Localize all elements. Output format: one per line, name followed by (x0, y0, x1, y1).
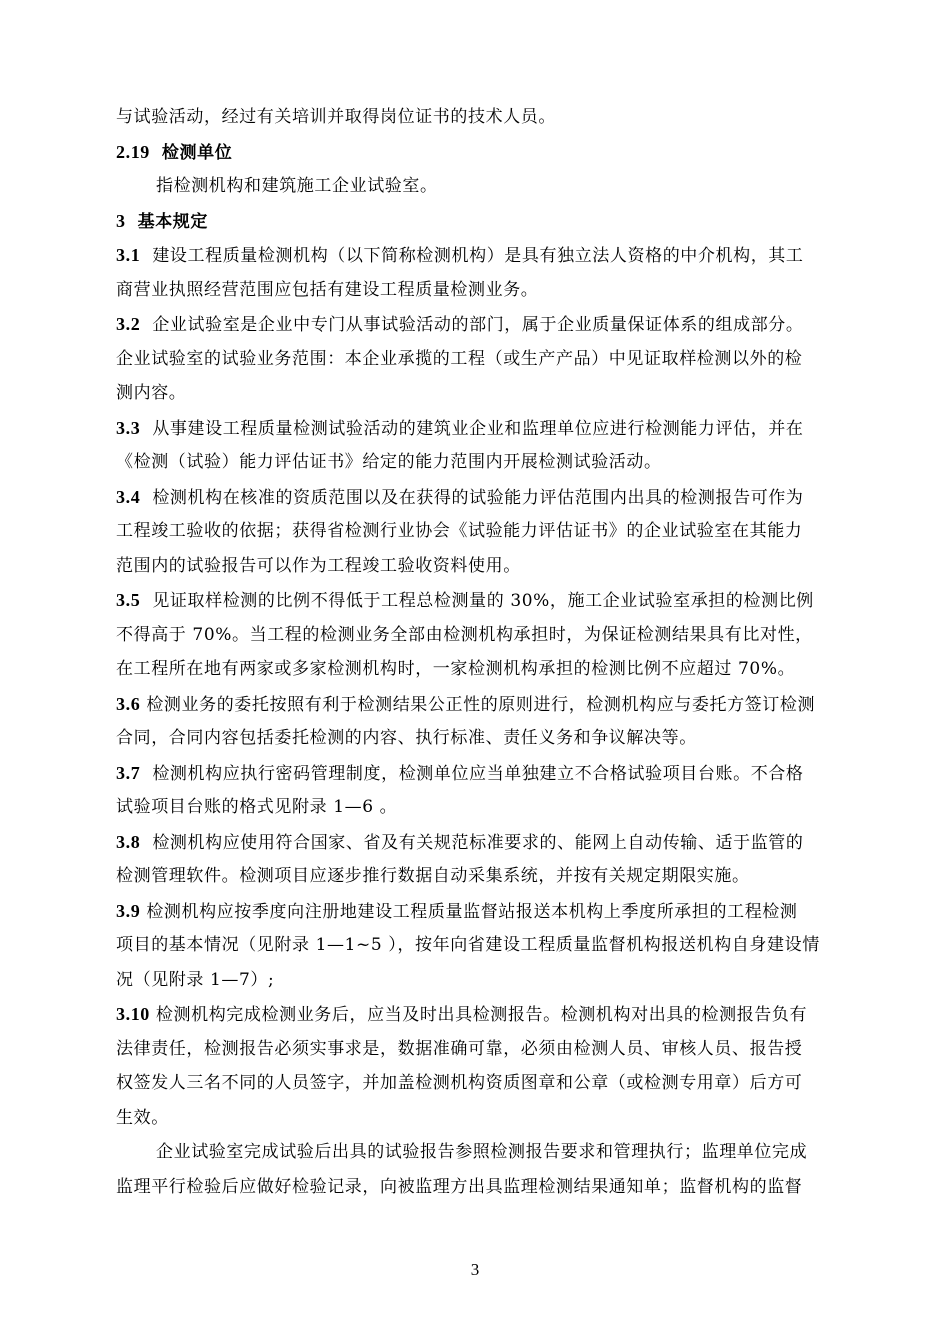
body-text-line: 生效。 (116, 1107, 169, 1128)
clause-line (116, 756, 876, 791)
body-text-line: 《检测（试验）能力评估证书》给定的能力范围内开展检测试验活动。 (116, 452, 662, 472)
clause-number: 3.4 (116, 486, 141, 507)
clause-number: 3.3 (116, 417, 141, 438)
section-title: 基本规定 (137, 211, 209, 232)
clause-text: 见证取样检测的比例不得低于工程总检测量的 30%，施工企业试验室承担的检测比例 (152, 591, 814, 611)
clause-number: 3.7 (116, 762, 141, 783)
clause-line (116, 894, 876, 929)
clause-text: 检测机构应按季度向注册地建设工程质量监督站报送本机构上季度所承担的工程检测 (146, 901, 798, 922)
clause-line (116, 997, 876, 1032)
body-text-line: 检测管理软件。检测项目应逐步推行数据自动采集系统，并按有关规定期限实施。 (116, 866, 750, 886)
clause-number: 3.1 (116, 245, 141, 265)
clause-text: 检测机构在核准的资质范围以及在获得的试验能力评估范围内出具的检测报告可作为 (152, 487, 804, 508)
body-text-line: 权签发人三名不同的人员签字，并加盖检测机构资质图章和公章（或检测专用章）后方可 (116, 1073, 803, 1093)
body-text-line: 范围内的试验报告可以作为工程竣工验收资料使用。 (116, 555, 521, 576)
clause-number: 3.9 (116, 900, 141, 921)
body-text-line: 试验项目台账的格式见附录 1—6 。 (116, 797, 398, 817)
body-text-line: 项目的基本情况（见附录 1—1~5 ），按年向省建设工程质量监督机构报送机构自身建设情 (116, 935, 820, 955)
body-text-line: 与试验活动，经过有关培训并取得岗位证书的技术人员。 (116, 107, 556, 127)
body-text-line: 不得高于 70%。当工程的检测业务全部由检测机构承担时，为保证检测结果具有比对性， (116, 624, 813, 645)
clause-text: 检测业务的委托按照有利于检测结果公正性的原则进行，检测机构应与委托方签订检测 (146, 694, 816, 715)
clause-line (116, 307, 876, 342)
clause-line (116, 825, 876, 860)
body-text-line: 法律责任，检测报告必须实事求是，数据准确可靠，必须由检测人员、审核人员、报告授 (116, 1038, 803, 1059)
clause-number: 3.5 (116, 590, 141, 610)
body-text-line: 商营业执照经营范围应包括有建设工程质量检测业务。 (116, 279, 539, 300)
clause-line (116, 687, 876, 722)
body-text-line: 工程竣工验收的依据；获得省检测行业协会《试验能力评估证书》的企业试验室在其能力 (116, 521, 803, 541)
clause-text: 企业试验室是企业中专门从事试验活动的部门，属于企业质量保证体系的组成部分。 (152, 315, 804, 335)
body-text-line: 企业试验室的试验业务范围：本企业承揽的工程（或生产产品）中见证取样检测以外的检 (116, 348, 803, 369)
clause-number: 3.2 (116, 314, 141, 334)
section-number: 3 (116, 210, 126, 231)
clause-text: 检测机构应使用符合国家、省及有关规范标准要求的、能网上自动传输、适于监管的 (152, 832, 804, 853)
clause-number: 3.8 (116, 831, 141, 852)
section-heading (116, 204, 876, 239)
clause-number: 3.6 (116, 693, 141, 714)
section-number: 2.19 (116, 141, 150, 162)
clause-line (116, 411, 876, 446)
clause-text: 从事建设工程质量检测试验活动的建筑业企业和监理单位应进行检测能力评估，并在 (152, 418, 804, 439)
clause-number: 3.10 (116, 1004, 150, 1024)
clause-text: 建设工程质量检测机构（以下简称检测机构）是具有独立法人资格的中介机构，其工 (152, 246, 804, 266)
clause-line (116, 238, 876, 273)
section-title: 检测单位 (161, 142, 233, 163)
body-text-line: 合同，合同内容包括委托检测的内容、执行标准、责任义务和争议解决等。 (116, 728, 697, 748)
body-text-line: 监理平行检验后应做好检验记录，向被监理方出具监理检测结果通知单；监督机构的监督 (116, 1176, 803, 1197)
clause-text: 检测机构完成检测业务后，应当及时出具检测报告。检测机构对出具的检测报告负有 (155, 1005, 808, 1025)
paragraph-first-line: 企业试验室完成试验后出具的试验报告参照检测报告要求和管理执行；监理单位完成 (156, 1142, 808, 1162)
clause-text: 检测机构应执行密码管理制度，检测单位应当单独建立不合格试验项目台账。不合格 (152, 763, 804, 784)
body-text-line: 测内容。 (116, 383, 187, 403)
body-text-line: 在工程所在地有两家或多家检测机构时，一家检测机构承担的检测比例不应超过 70%。 (116, 659, 796, 679)
clause-line (116, 583, 876, 618)
clause-line (116, 480, 876, 515)
page-number: 3 (470, 1260, 480, 1279)
section-heading (116, 135, 876, 170)
document-body (116, 100, 876, 1204)
paragraph-first-line: 指检测机构和建筑施工企业试验室。 (156, 176, 438, 196)
body-text-line: 况（见附录 1—7）; (116, 969, 275, 990)
